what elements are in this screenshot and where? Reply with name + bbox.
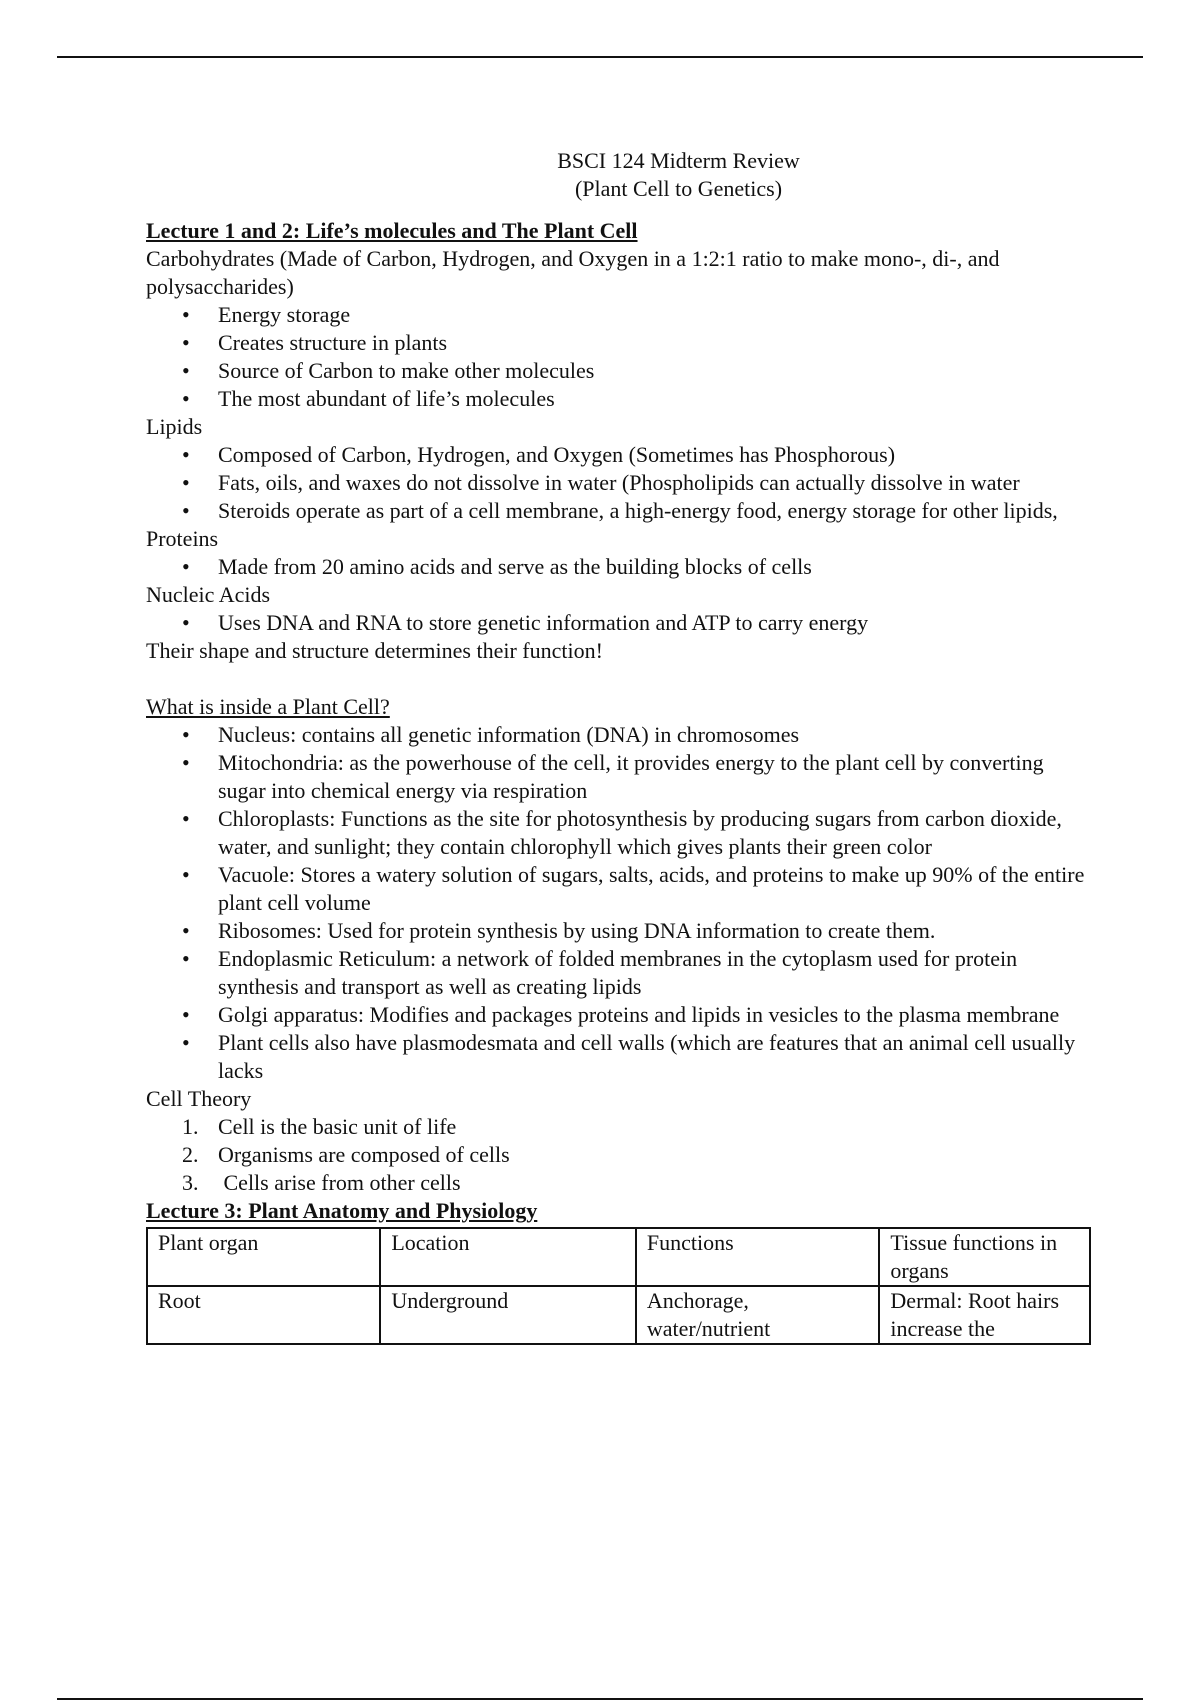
plant-cell-list <box>146 721 1091 1085</box>
table-cell: Dermal: Root hairs increase the <box>879 1286 1090 1344</box>
document-title-block <box>146 147 1091 203</box>
list-item-text: Organisms are composed of cells <box>218 1142 510 1167</box>
list-item: • The most abundant of life’s molecules <box>146 385 1091 413</box>
document-title: BSCI 124 Midterm Review <box>557 148 800 173</box>
table-header-cell: Functions <box>636 1228 880 1286</box>
list-item: • Energy storage <box>146 301 1091 329</box>
table-cell: Underground <box>380 1286 636 1344</box>
lecture-3-heading: Lecture 3: Plant Anatomy and Physiology <box>146 1198 538 1223</box>
table-cell: Root <box>147 1286 380 1344</box>
table-header-cell: Plant organ <box>147 1228 380 1286</box>
list-item: • Endoplasmic Reticulum: a network of folded membranes in the cytoplasm used for protein synthesis and transport as well as creating lipids <box>146 945 1091 1001</box>
list-number: 2. <box>182 1142 199 1167</box>
list-item: • Chloroplasts: Functions as the site for photosynthesis by producing sugars from carbon dioxide, water, and sunlight; they contain chlorophyll which gives plants their green color <box>146 805 1091 861</box>
document-subtitle: (Plant Cell to Genetics) <box>574 176 783 201</box>
carbohydrates-list <box>146 301 1091 413</box>
list-item: • Fats, oils, and waxes do not dissolve in water (Phospholipids can actually dissolve in water <box>146 469 1091 497</box>
list-item: • Composed of Carbon, Hydrogen, and Oxygen (Sometimes has Phosphorous) <box>146 441 1091 469</box>
plant-cell-heading: What is inside a Plant Cell? <box>146 694 390 719</box>
document-body <box>146 147 1091 1345</box>
lipids-label: Lipids <box>146 414 203 439</box>
list-number: 1. <box>182 1114 199 1139</box>
table-header-cell: Location <box>380 1228 636 1286</box>
list-item: • Source of Carbon to make other molecules <box>146 357 1091 385</box>
list-item: • Uses DNA and RNA to store genetic information and ATP to carry energy <box>146 609 1091 637</box>
list-item: • Ribosomes: Used for protein synthesis by using DNA information to create them. <box>146 917 1091 945</box>
list-item <box>146 1169 1091 1197</box>
table-cell: Anchorage, water/nutrient <box>636 1286 880 1344</box>
table-header-row <box>147 1228 1090 1286</box>
table-header-cell: Tissue functions in organs <box>879 1228 1090 1286</box>
summary-line: Their shape and structure determines their function! <box>146 638 603 663</box>
list-item <box>146 1141 1091 1169</box>
nucleic-acids-label: Nucleic Acids <box>146 582 271 607</box>
nucleic-acids-list <box>146 609 1091 637</box>
list-item: • Nucleus: contains all genetic information (DNA) in chromosomes <box>146 721 1091 749</box>
list-item: • Golgi apparatus: Modifies and packages proteins and lipids in vesicles to the plasma membrane <box>146 1001 1091 1029</box>
lipids-list <box>146 441 1091 525</box>
list-number: 3. <box>182 1170 199 1195</box>
plant-organs-table <box>146 1227 1091 1345</box>
list-item-text: Cell is the basic unit of life <box>218 1114 457 1139</box>
list-item: • Plant cells also have plasmodesmata and cell walls (which are features that an animal cell usually lacks <box>146 1029 1091 1085</box>
list-item: • Mitochondria: as the powerhouse of the cell, it provides energy to the plant cell by converting sugar into chemical energy via respiration <box>146 749 1091 805</box>
carbohydrates-label: Carbohydrates (Made of Carbon, Hydrogen, and Oxygen in a 1:2:1 ratio to make mono-, di-, and polysaccharides) <box>146 246 1000 299</box>
list-item: • Vacuole: Stores a watery solution of sugars, salts, acids, and proteins to make up 90% of the entire plant cell volume <box>146 861 1091 917</box>
cell-theory-list <box>146 1113 1091 1197</box>
cell-theory-label: Cell Theory <box>146 1086 252 1111</box>
list-item: • Made from 20 amino acids and serve as the building blocks of cells <box>146 553 1091 581</box>
list-item <box>146 1113 1091 1141</box>
proteins-label: Proteins <box>146 526 219 551</box>
list-item: • Steroids operate as part of a cell membrane, a high-energy food, energy storage for other lipids, <box>146 497 1091 525</box>
list-item: • Creates structure in plants <box>146 329 1091 357</box>
proteins-list <box>146 553 1091 581</box>
list-item-text: Cells arise from other cells <box>218 1170 461 1195</box>
table-row <box>147 1286 1090 1344</box>
lecture-1-2-heading: Lecture 1 and 2: Life’s molecules and The Plant Cell <box>146 218 638 243</box>
top-rule <box>57 56 1143 58</box>
